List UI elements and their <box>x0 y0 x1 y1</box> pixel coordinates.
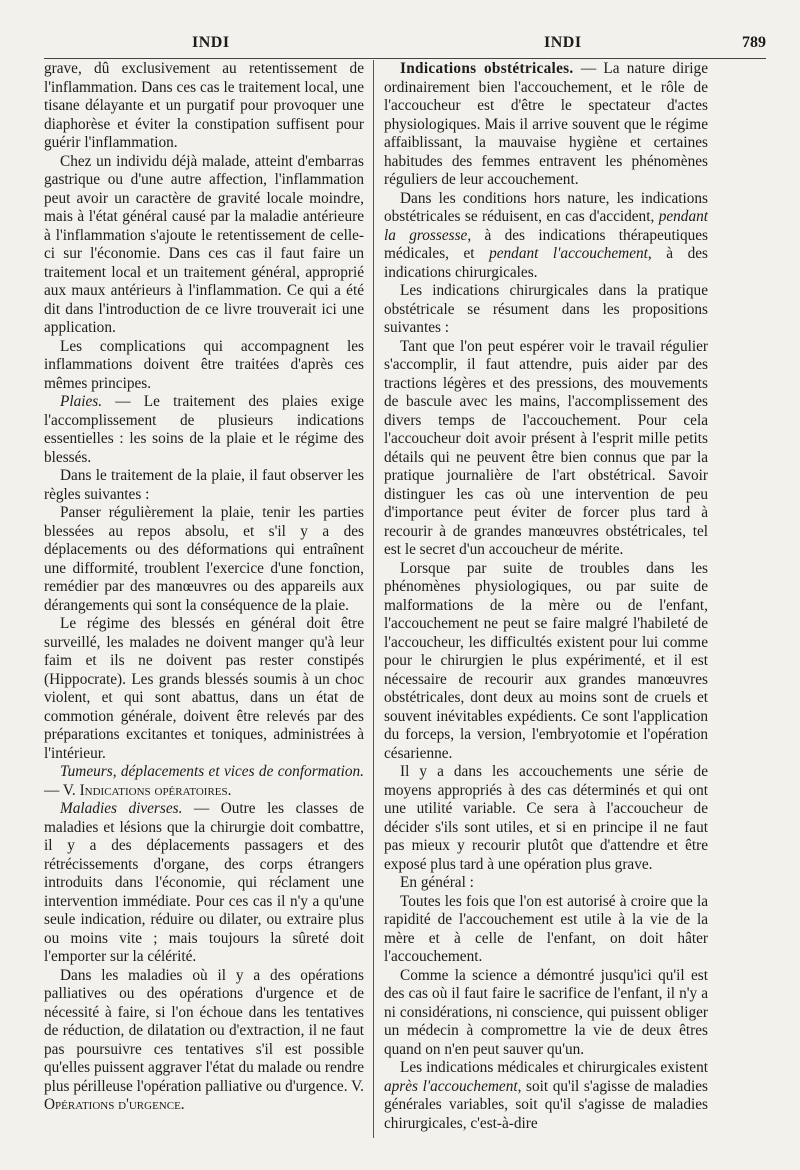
paragraph: Dans le traitement de la plaie, il faut observer les règles suivantes : <box>44 467 364 503</box>
paragraph-text: Dans les conditions hors nature, les indications obstétricales se réduisent, en cas d'accident, <box>384 189 708 225</box>
paragraph: Chez un individu déjà malade, atteint d'embarras gastrique ou d'une autre affection, l'inflammation peut avoir un caractère de gravité locale moindre, mais à l'état général causé par la maladie antérieure à l'inflammation s'ajoute le retentissement de celle-ci sur l'économie. Dans ces cas il faut faire un traitement local et un traitement général, approprié aux maux antérieurs à l'inflammation. Ce qui a été dit dans l'introduction de ce livre trouverait ici une application. <box>44 152 364 336</box>
paragraph: En général : <box>400 874 474 891</box>
right-column <box>384 60 708 1133</box>
emphasis: après l'accouchement <box>384 1077 518 1095</box>
left-column <box>44 60 364 1115</box>
paragraph-text: , soit qu'il s'agisse de maladies générales variables, soit qu'il s'agisse de maladies chirurgicales, c'est-à-dire <box>384 1077 709 1132</box>
header-left-title: INDI <box>192 34 230 51</box>
cross-reference: Opérations d'urgence. <box>44 1096 185 1113</box>
page-number: 789 <box>742 34 766 51</box>
header-right-title: INDI <box>544 34 582 51</box>
paragraph-text: Dans les maladies où il y a des opérations palliatives ou des opérations d'urgence et de nécessité à faire, si l'on échoue dans les tentatives de réduction, de dilatation ou d'extraction, il ne faut pas poursuivre ces tentatives s'il est possible qu'elles puissent aggraver l'état du malade ou rendre plus périlleuse l'opération palliative ou d'urgence. V. <box>44 966 364 1095</box>
paragraph: grave, dû exclusivement au retentissement de l'inflammation. Dans ces cas le traitement local, une tisane délayante et un purgatif pour provoquer une diaphorèse et éviter la constipation suffisent pour guérir l'inflammation. <box>44 60 364 151</box>
header-rule <box>44 58 766 59</box>
paragraph-text: — La nature dirige ordinairement bien l'accouchement, et le rôle de l'accoucheur est d'être le spectateur d'actes physiologiques. Mais il arrive souvent que le régime affaiblissant, la mauvaise hygiène et certaines habitudes des femmes entravent les phénomènes réguliers de leur accouchement. <box>384 60 708 188</box>
section-label-tumeurs: Tumeurs, déplacements et vices de conformation. <box>60 763 364 780</box>
paragraph <box>384 1059 708 1133</box>
paragraph: Tant que l'on peut espérer voir le travail régulier s'accomplir, il faut attendre, puis aider par des tractions légères et des pressions, des mouvements de bascule avec les mains, l'accomplissement des divers temps de l'accouchement. Pour cela l'accoucheur doit avoir présent à l'esprit mille petits détails qui ne peuvent être bien connus que par la pratique journalière de l'art obstétrical. Savoir distinguer les cas où une intervention de peu d'importance peut éviter de forcer plus tard à recourir à de grandes manœuvres obstétricales, tel est le secret d'un accoucheur de mérite. <box>384 337 708 558</box>
paragraph: Le régime des blessés en général doit être surveillé, les malades ne doivent manger qu'à leur faim et ils ne doivent pas rester constipés (Hippocrate). Les grands blessés soumis à un choc violent, et qui sont abattus, dans un état de commotion générale, doivent être relevés par des préparations excitantes et toniques, administrées à l'intérieur. <box>44 615 364 762</box>
paragraph: Les complications qui accompagnent les inflammations doivent être traitées d'après ces mêmes principes. <box>44 337 364 392</box>
paragraph <box>384 190 708 283</box>
section-label-maladies: Maladies diverses. <box>60 800 183 817</box>
paragraph: Les indications chirurgicales dans la pratique obstétricale se résument dans les propositions suivantes : <box>384 282 708 336</box>
cross-reference: Indications opératoires. <box>79 781 232 799</box>
paragraph-text: — V. <box>44 781 80 799</box>
paragraph-text: , à des indications chirurgicales. <box>384 245 708 281</box>
emphasis: pendant l'accouchement <box>489 245 648 262</box>
paragraph: Lorsque par suite de troubles dans les phénomènes physiologiques, ou par suite de malformations de la mère ou de l'enfant, l'accouchement ne peut se faire malgré l'habileté de l'accoucheur, les difficultés existent pour lui comme pour le chirurgien le plus expérimenté, et il est nécessaire de recourir aux grandes manœuvres obstétricales, dont deux au moins sont de cruels et souvent inévitables expédients. Ce sont l'application du forceps, la version, l'embryotomie et l'opération césarienne. <box>384 559 708 762</box>
section-heading-obstetricales: Indications obstétricales. <box>400 60 574 77</box>
section-label-plaies: Plaies. <box>60 393 103 410</box>
paragraph <box>44 763 364 800</box>
column-divider <box>373 60 374 1138</box>
paragraph <box>44 800 364 967</box>
emphasis: pendant la grossesse <box>384 208 708 244</box>
paragraph: Panser régulièrement la plaie, tenir les parties blessées au repos absolu, et s'il y a des déplacements ou des déformations qui entraînent une difformité, troublent l'exercice d'une fonction, remédier par des manœuvres ou des appareils aux dérangements qui sont la conséquence de la plaie. <box>44 504 364 614</box>
paragraph: Toutes les fois que l'on est autorisé à croire que la rapidité de l'accouchement est utile à la vie de la mère et à celle de l'enfant, on doit hâter l'accouchement. <box>384 892 708 965</box>
paragraph <box>384 60 708 190</box>
paragraph-text: — Outre les classes de maladies et lésions que la chirurgie doit combattre, il y a des déplacements passagers et des rétrécissements d'organe, des corps étrangers introduits dans l'économie, qui réclament une intervention immédiate. Pour ces cas il n'y a qu'une seule indication, réduire ou dilater, ou extraire plus ou moins vite ; mais toujours la sûreté doit l'emporter sur la célérité. <box>44 800 364 965</box>
paragraph: Comme la science a démontré jusqu'ici qu'il est des cas où il faut faire le sacrifice de l'enfant, il n'y a ni considérations, ni conscience, qui puissent obliger un médecin à compromettre la vie de deux êtres quand on n'en peut sauver qu'un. <box>384 966 708 1058</box>
paragraph-text: Les indications médicales et chirurgicales existent <box>400 1059 708 1076</box>
running-header <box>44 34 766 54</box>
paragraph-text: — Le traitement des plaies exige l'accomplissement de plusieurs indications essentielles : les soins de la plaie et le régime des blessés. <box>44 393 364 466</box>
paragraph: Il y a dans les accouchements une série de moyens appropriés à des cas déterminés et qui ont une utilité variable. Ce sera à l'accoucheur de décider s'ils sont utiles, et si en principe il ne faut pas mieux y recourir plutôt que d'attendre et être exposé plus tard à une opération plus grave. <box>384 763 708 873</box>
paragraph <box>44 393 364 467</box>
paragraph-text: , à des indications thérapeutiques médicales, et <box>384 226 708 262</box>
paragraph <box>44 967 364 1115</box>
